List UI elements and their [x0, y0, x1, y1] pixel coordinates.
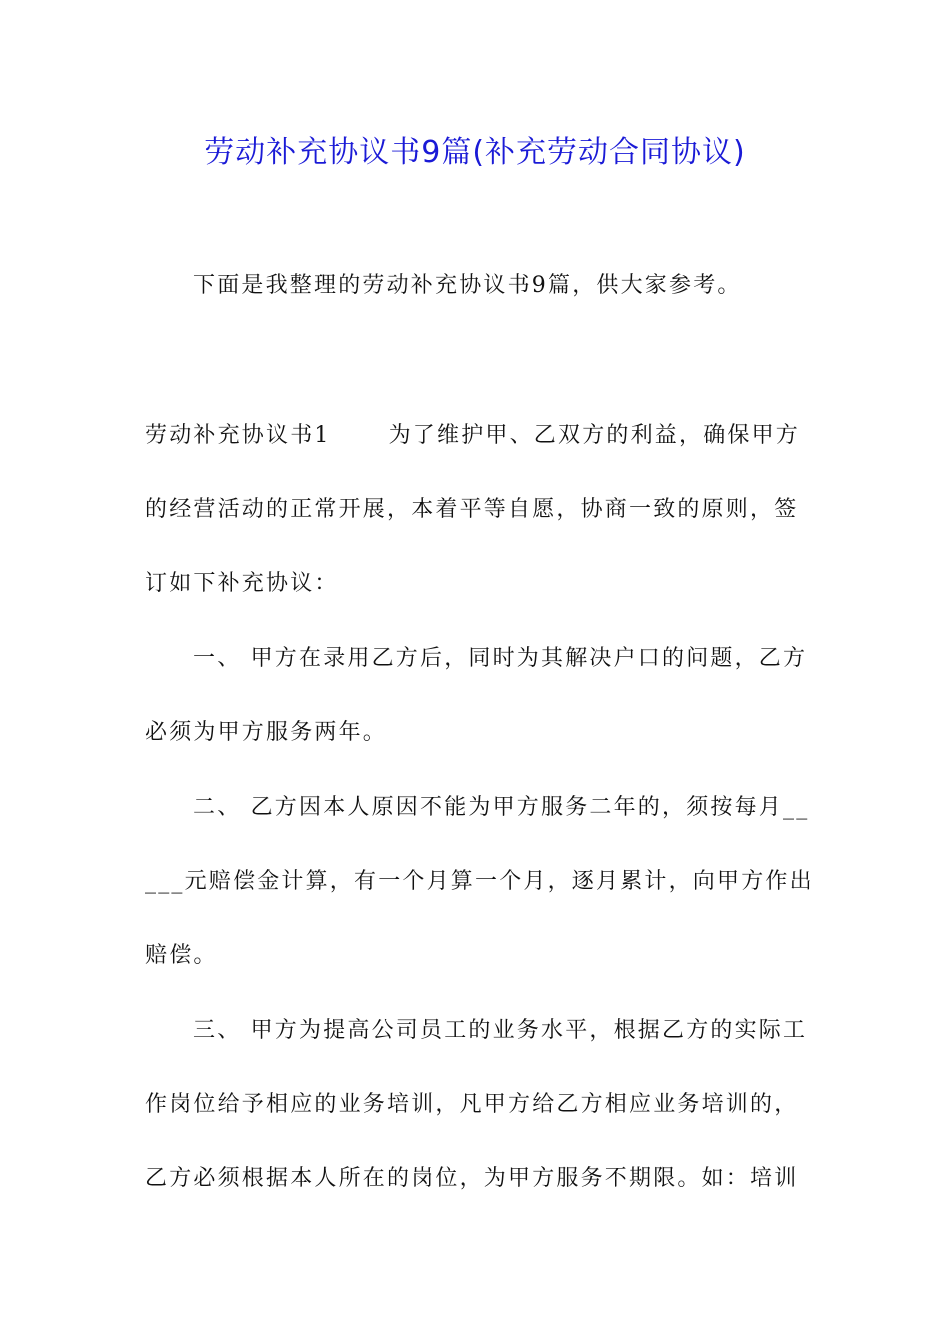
body-line-1 [145, 418, 810, 454]
clause-3-line-3: 乙方必须根据本人所在的岗位，为甲方服务不期限。如：培训 [145, 1166, 799, 1191]
clause-1-line-2: 必须为甲方服务两年。 [145, 720, 388, 745]
clause-2-line-2: ___元赔偿金计算，有一个月算一个月，逐月累计，向甲方作出 [145, 869, 814, 894]
intro-paragraph: 下面是我整理的劳动补充协议书9篇，供大家参考。 [193, 273, 742, 298]
clause-1-line-1: 一、 甲方在录用乙方后，同时为其解决户口的问题，乙方 [193, 646, 808, 671]
clause-3-line-1: 三、 甲方为提高公司员工的业务水平，根据乙方的实际工 [193, 1018, 808, 1043]
clause-2-line-3: 赔偿。 [145, 943, 218, 968]
body-line-3: 订如下补充协议： [145, 571, 339, 596]
clause-3-line-2: 作岗位给予相应的业务培训，凡甲方给乙方相应业务培训的， [145, 1092, 799, 1117]
clause-2-line-1: 二、 乙方因本人原因不能为甲方服务二年的，须按每月__ [193, 795, 810, 820]
body-text: 为了维护甲、乙双方的利益，确保甲方 [388, 423, 801, 448]
body-line-2: 的经营活动的正常开展，本着平等自愿，协商一致的原则，签 [145, 497, 799, 522]
section-heading: 劳动补充协议书1 [145, 423, 331, 448]
document-title: 劳动补充协议书9篇(补充劳动合同协议) [204, 135, 746, 170]
